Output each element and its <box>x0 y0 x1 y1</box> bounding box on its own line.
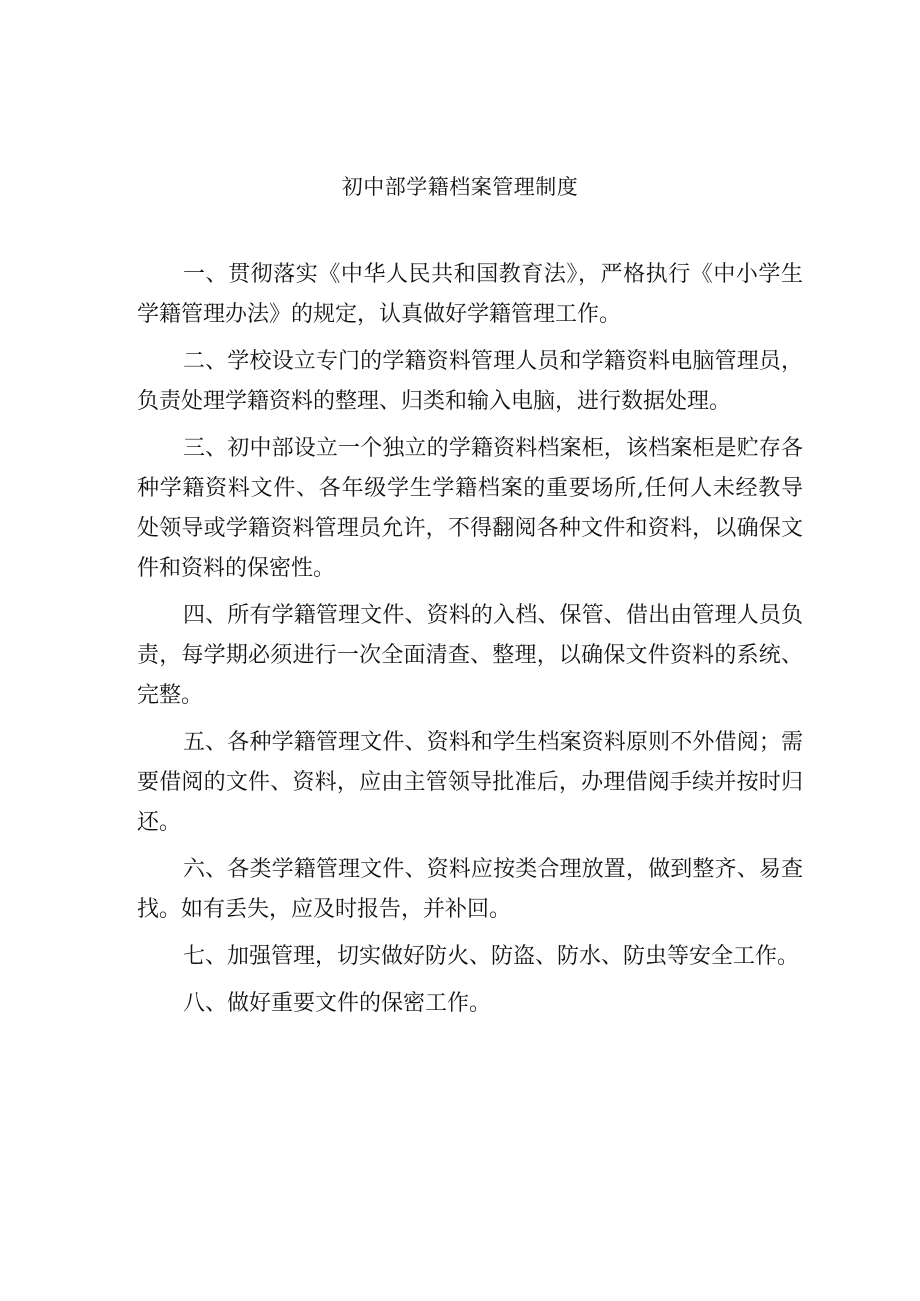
paragraph-6: 六、各类学籍管理文件、资料应按类合理放置，做到整齐、易查找。如有丢失，应及时报告，并补回。 <box>137 857 803 922</box>
paragraph-7: 七、加强管理，切实做好防火、防盗、防水、防虫等安全工作。 <box>183 944 800 969</box>
paragraph-4: 四、所有学籍管理文件、资料的入档、保管、借出由管理人员负责，每学期必须进行一次全面清查、整理，以确保文件资料的系统、完整。 <box>137 603 803 708</box>
paragraph-2: 二、学校设立专门的学籍资料管理人员和学籍资料电脑管理员，负责处理学籍资料的整理、归类和输入电脑，进行数据处理。 <box>137 349 803 414</box>
paragraph-8: 八、做好重要文件的保密工作。 <box>183 991 492 1016</box>
paragraph-3: 三、初中部设立一个独立的学籍资料档案柜，该档案柜是贮存各种学籍资料文件、各年级学生学籍档案的重要场所,任何人未经教导处领导或学籍资料管理员允许，不得翻阅各种文件和资料，以确保文件和资料的保密性。 <box>137 436 803 581</box>
document-title: 初中部学籍档案管理制度 <box>341 175 579 199</box>
paragraph-5: 五、各种学籍管理文件、资料和学生档案资料原则不外借阅；需要借阅的文件、资料，应由主管领导批准后，办理借阅手续并按时归还。 <box>137 730 803 835</box>
paragraph-1: 一、贯彻落实《中华人民共和国教育法》，严格执行《中小学生学籍管理办法》的规定，认真做好学籍管理工作。 <box>137 262 803 327</box>
document-body <box>137 255 803 1031</box>
